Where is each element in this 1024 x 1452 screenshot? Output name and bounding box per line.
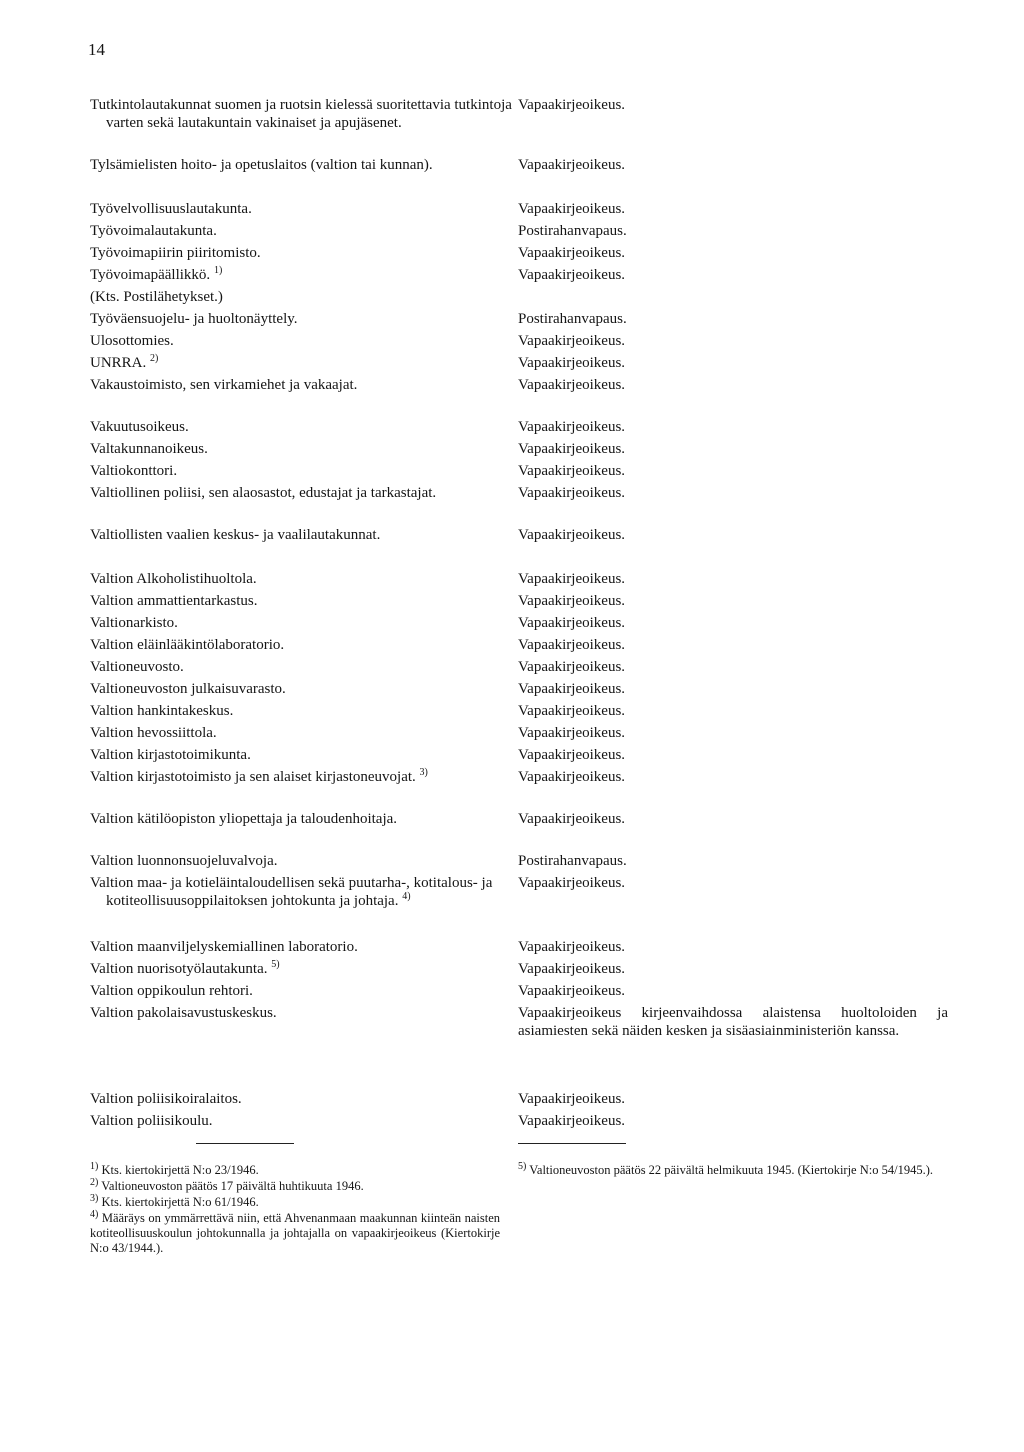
entry-title-text: Valtion luonnonsuojeluvalvoja.	[90, 853, 278, 869]
entry-title-text: Työvoimapäällikkö.	[90, 267, 211, 283]
entry-title	[90, 222, 516, 240]
entry-right: Vapaakirjeoikeus.	[518, 961, 626, 977]
entry-title	[90, 332, 516, 350]
entry-right: Vapaakirjeoikeus.	[518, 333, 626, 349]
footnote	[90, 1176, 500, 1194]
entry-right: Vapaakirjeoikeus.	[518, 419, 626, 435]
entry-title-text: Valtion kirjastotoimikunta.	[90, 747, 251, 763]
entry-title	[90, 636, 516, 654]
entry-right: Vapaakirjeoikeus.	[518, 377, 626, 393]
entry-title	[90, 200, 516, 218]
entry-right: Vapaakirjeoikeus.	[518, 659, 626, 675]
entry-title	[90, 526, 516, 544]
entry-right: Vapaakirjeoikeus.	[518, 1091, 626, 1107]
entry-title	[90, 982, 516, 1000]
entry-title	[90, 376, 516, 394]
entry-title	[90, 244, 516, 262]
footnote-number: 3)	[90, 1192, 99, 1204]
footnote-text: Valtioneuvoston päätös 17 päivältä huhtikuuta 1946.	[101, 1179, 364, 1193]
entry-title-text: Valtion hankintakeskus.	[90, 703, 234, 719]
footnote	[90, 1160, 500, 1178]
entry-title-text: Valtion oppikoulun rehtori.	[90, 983, 253, 999]
entry-right: Vapaakirjeoikeus.	[518, 527, 626, 543]
entry-right: Vapaakirjeoikeus kirjeenvaihdossa alaistensa huoltoloiden ja asiamiesten sekä näiden kesken ja sisäasiainministeriön kanssa.	[518, 1005, 948, 1039]
entry-right: Vapaakirjeoikeus.	[518, 983, 626, 999]
entry-title	[90, 354, 516, 372]
entry-title	[90, 266, 516, 284]
entry-title	[90, 310, 516, 328]
entry-title-text: Valtiollinen poliisi, sen alaosastot, edustajat ja tarkastajat.	[90, 485, 437, 501]
footnote-marker: 3)	[419, 767, 428, 778]
footnote-number: 4)	[90, 1208, 99, 1220]
entry-title-text: Työvoimapiirin piiritomisto.	[90, 245, 261, 261]
entry-title	[90, 156, 516, 174]
entry-title-text: Työvelvollisuuslautakunta.	[90, 201, 252, 217]
entry-title-text: Valtioneuvosto.	[90, 659, 184, 675]
entry-right: Vapaakirjeoikeus.	[518, 201, 626, 217]
entry-title-text: Valtiokonttori.	[90, 463, 178, 479]
footnote-marker: 2)	[150, 353, 159, 364]
entry-right: Vapaakirjeoikeus.	[518, 97, 626, 113]
entry-title-text: Ulosottomies.	[90, 333, 174, 349]
entry-right: Postirahanvapaus.	[518, 311, 627, 327]
entry-right: Vapaakirjeoikeus.	[518, 245, 626, 261]
entry-title-text: Valtion maa- ja kotieläintaloudellisen sekä puutarha-, kotitalous- ja kotiteollisuusoppilaitoksen johtokunta ja johtaja.	[90, 875, 493, 909]
footnote	[518, 1160, 948, 1178]
entry-right: Vapaakirjeoikeus.	[518, 267, 626, 283]
entry-title-text: Valtion kirjastotoimisto ja sen alaiset kirjastoneuvojat.	[90, 769, 416, 785]
footnote-text: Kts. kiertokirjettä N:o 61/1946.	[101, 1195, 259, 1209]
entry-title-text: Valtioneuvoston julkaisuvarasto.	[90, 681, 286, 697]
entry-right: Vapaakirjeoikeus.	[518, 441, 626, 457]
footnote-text: Valtioneuvoston päätös 22 päivältä helmikuuta 1945. (Kiertokirje N:o 54/1945.).	[529, 1163, 933, 1177]
entry-right: Vapaakirjeoikeus.	[518, 571, 626, 587]
entry-title-text: Valtionarkisto.	[90, 615, 178, 631]
entry-title	[90, 746, 516, 764]
entry-title	[90, 938, 516, 956]
entry-right: Vapaakirjeoikeus.	[518, 811, 626, 827]
entry-right: Postirahanvapaus.	[518, 853, 627, 869]
entry-right: Vapaakirjeoikeus.	[518, 1113, 626, 1129]
footnotes-left	[90, 1160, 500, 1257]
entry-right: Vapaakirjeoikeus.	[518, 875, 626, 891]
entry-right: Vapaakirjeoikeus.	[518, 703, 626, 719]
entry-title-text: Työvoimalautakunta.	[90, 223, 217, 239]
entry-right: Vapaakirjeoikeus.	[518, 615, 626, 631]
entry-title	[90, 440, 516, 458]
footnote-number: 1)	[90, 1160, 99, 1172]
footnote-marker: 5)	[271, 959, 280, 970]
entry-title	[90, 768, 516, 786]
entry-title	[90, 592, 516, 610]
entry-title	[90, 484, 516, 502]
footnote-number: 2)	[90, 1176, 99, 1188]
entry-title	[90, 1112, 516, 1130]
entry-right: Vapaakirjeoikeus.	[518, 747, 626, 763]
footnote-text: Kts. kiertokirjettä N:o 23/1946.	[101, 1163, 259, 1177]
entry-right: Vapaakirjeoikeus.	[518, 463, 626, 479]
entry-title	[90, 1004, 516, 1022]
entry-title-text: Vakuutusoikeus.	[90, 419, 189, 435]
footnote-number: 5)	[518, 1160, 527, 1172]
entry-title	[90, 724, 516, 742]
entry-title	[90, 418, 516, 436]
entry-right: Vapaakirjeoikeus.	[518, 157, 626, 173]
entry-title	[90, 96, 516, 132]
entry-title-text: UNRRA.	[90, 355, 147, 371]
entry-right: Vapaakirjeoikeus.	[518, 769, 626, 785]
entry-right: Vapaakirjeoikeus.	[518, 355, 626, 371]
entry-right: Postirahanvapaus.	[518, 223, 627, 239]
entry-title	[90, 614, 516, 632]
entry-title	[90, 874, 516, 910]
entry-title-text: Valtiollisten vaalien keskus- ja vaalilautakunnat.	[90, 527, 381, 543]
entry-title-text: Valtakunnanoikeus.	[90, 441, 208, 457]
page-number: 14	[88, 40, 105, 59]
entry-title-text: (Kts. Postilähetykset.)	[90, 289, 223, 305]
footnote-text: Määräys on ymmärrettävä niin, että Ahvenanmaan maakunnan kiinteän naisten kotiteollisuuskoulun johtokunnalla ja johtajalla on vapaakirjeoikeus (Kiertokirje N:o 43/1944.).	[90, 1211, 500, 1255]
entry-title	[90, 702, 516, 720]
entry-title-text: Valtion poliisikoulu.	[90, 1113, 213, 1129]
entry-title	[90, 680, 516, 698]
entry-right: Vapaakirjeoikeus.	[518, 939, 626, 955]
entry-title-text: Valtion kätilöopiston yliopettaja ja taloudenhoitaja.	[90, 811, 398, 827]
entry-title-text: Työväensuojelu- ja huoltonäyttely.	[90, 311, 298, 327]
entry-right: Vapaakirjeoikeus.	[518, 593, 626, 609]
entry-title-text: Valtion hevossiittola.	[90, 725, 217, 741]
entry-title	[90, 810, 516, 828]
footnote-marker: 1)	[213, 265, 223, 276]
entry-title	[90, 852, 516, 870]
entry-title-text: Valtion ammattientarkastus.	[90, 593, 258, 609]
entry-title	[90, 960, 516, 978]
footnote	[90, 1192, 500, 1210]
footnotes-right	[518, 1160, 948, 1179]
entry-title	[90, 1090, 516, 1108]
entry-title-text: Tutkintolautakunnat suomen ja ruotsin kielessä suoritettavia tutkintoja varten sekä lautakuntain vakinaiset ja apujäsenet.	[90, 97, 512, 131]
entry-right: Vapaakirjeoikeus.	[518, 485, 626, 501]
footnote-marker: 4)	[402, 891, 411, 902]
entry-title	[90, 570, 516, 588]
entry-title-text: Vakaustoimisto, sen virkamiehet ja vakaajat.	[90, 377, 358, 393]
entry-right: Vapaakirjeoikeus.	[518, 681, 626, 697]
entry-title-text: Valtion Alkoholistihuoltola.	[90, 571, 257, 587]
entry-title-text: Valtion nuorisotyölautakunta.	[90, 961, 268, 977]
left-separator-rule	[196, 1143, 294, 1144]
entry-title-text: Valtion pakolaisavustuskeskus.	[90, 1005, 277, 1021]
entry-title	[90, 288, 516, 306]
entry-title-text: Valtion poliisikoiralaitos.	[90, 1091, 242, 1107]
entry-title-text: Valtion eläinlääkintölaboratorio.	[90, 637, 285, 653]
entry-right: Vapaakirjeoikeus.	[518, 637, 626, 653]
right-separator-rule	[518, 1143, 626, 1144]
entry-title	[90, 462, 516, 480]
entry-title	[90, 658, 516, 676]
entry-title-text: Valtion maanviljelyskemiallinen laboratorio.	[90, 939, 358, 955]
entry-title-text: Tylsämielisten hoito- ja opetuslaitos (valtion tai kunnan).	[90, 157, 433, 173]
footnote	[90, 1208, 500, 1256]
entry-right: Vapaakirjeoikeus.	[518, 725, 626, 741]
